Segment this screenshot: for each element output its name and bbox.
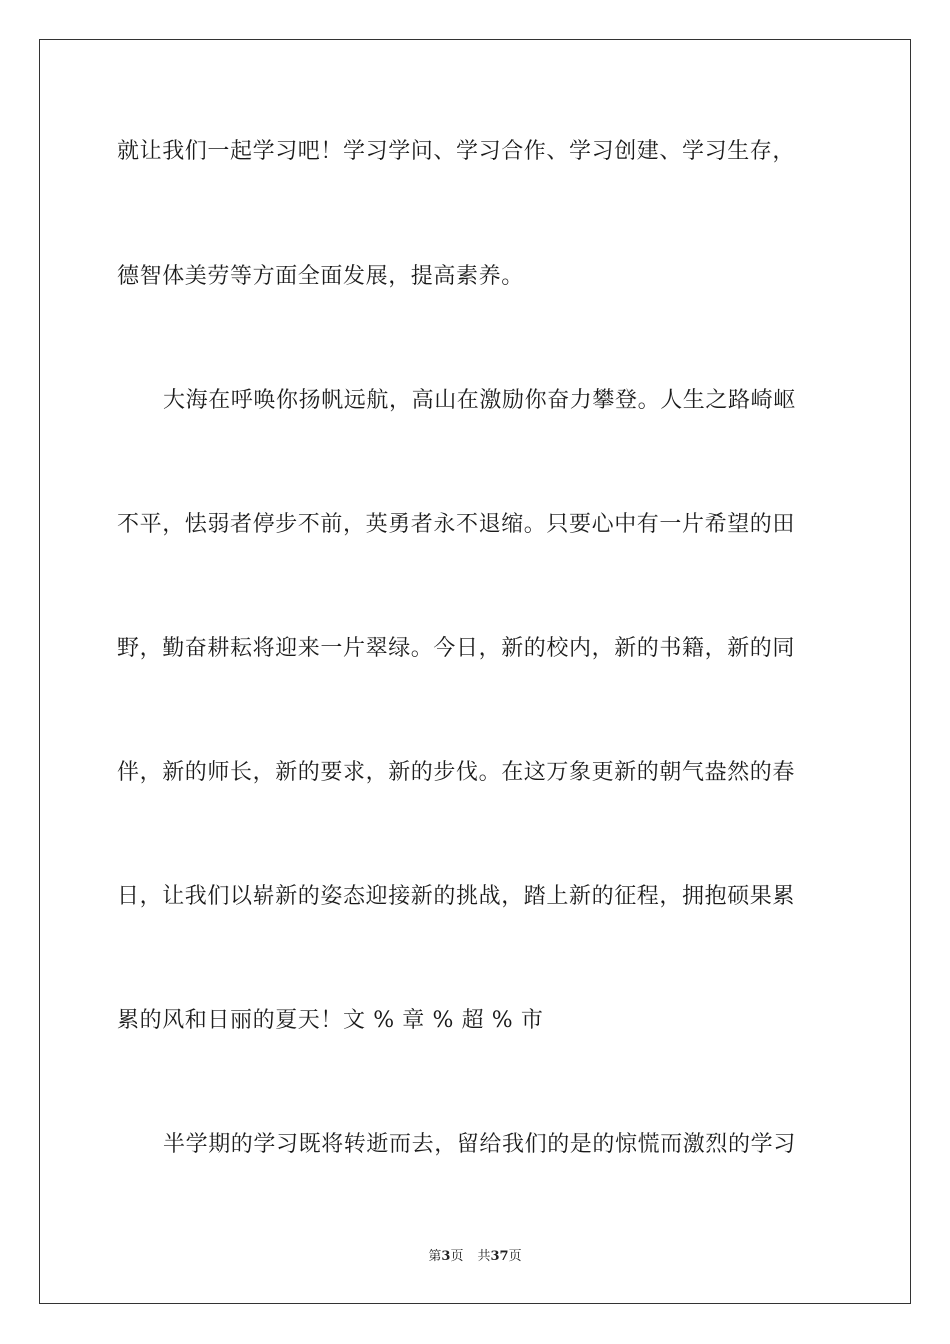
total-suffix: 页 [508,1249,522,1264]
page-suffix: 页 [450,1249,464,1264]
paragraph-line-8: 累的风和日丽的夏天！文 % 章 % 超 % 市 [117,1008,544,1033]
paragraph-line-4: 不平，怯弱者停步不前，英勇者永不退缩。只要心中有一片希望的田 [117,512,796,537]
paragraph-line-9: 半学期的学习既将转逝而去，留给我们的是的惊慌而激烈的学习 [163,1132,796,1157]
page-border [39,39,911,1304]
paragraph-line-6: 伴，新的师长，新的要求，新的步伐。在这万象更新的朝气盎然的春 [117,760,796,785]
total-pages: 37 [490,1249,509,1264]
page-footer [0,1248,950,1266]
paragraph-line-5: 野，勤奋耕耘将迎来一片翠绿。今日，新的校内，新的书籍，新的同 [117,636,796,661]
paragraph-line-2: 德智体美劳等方面全面发展，提高素养。 [117,264,524,289]
page-prefix: 第 [428,1249,442,1264]
paragraph-line-7: 日，让我们以崭新的姿态迎接新的挑战，踏上新的征程，拥抱硕果累 [117,884,796,909]
page-number: 3 [441,1249,451,1264]
paragraph-line-3: 大海在呼唤你扬帆远航，高山在激励你奋力攀登。人生之路崎岖 [163,388,796,413]
paragraph-line-1: 就让我们一起学习吧！学习学问、学习合作、学习创建、学习生存， [117,139,796,164]
total-prefix: 共 [477,1249,491,1264]
